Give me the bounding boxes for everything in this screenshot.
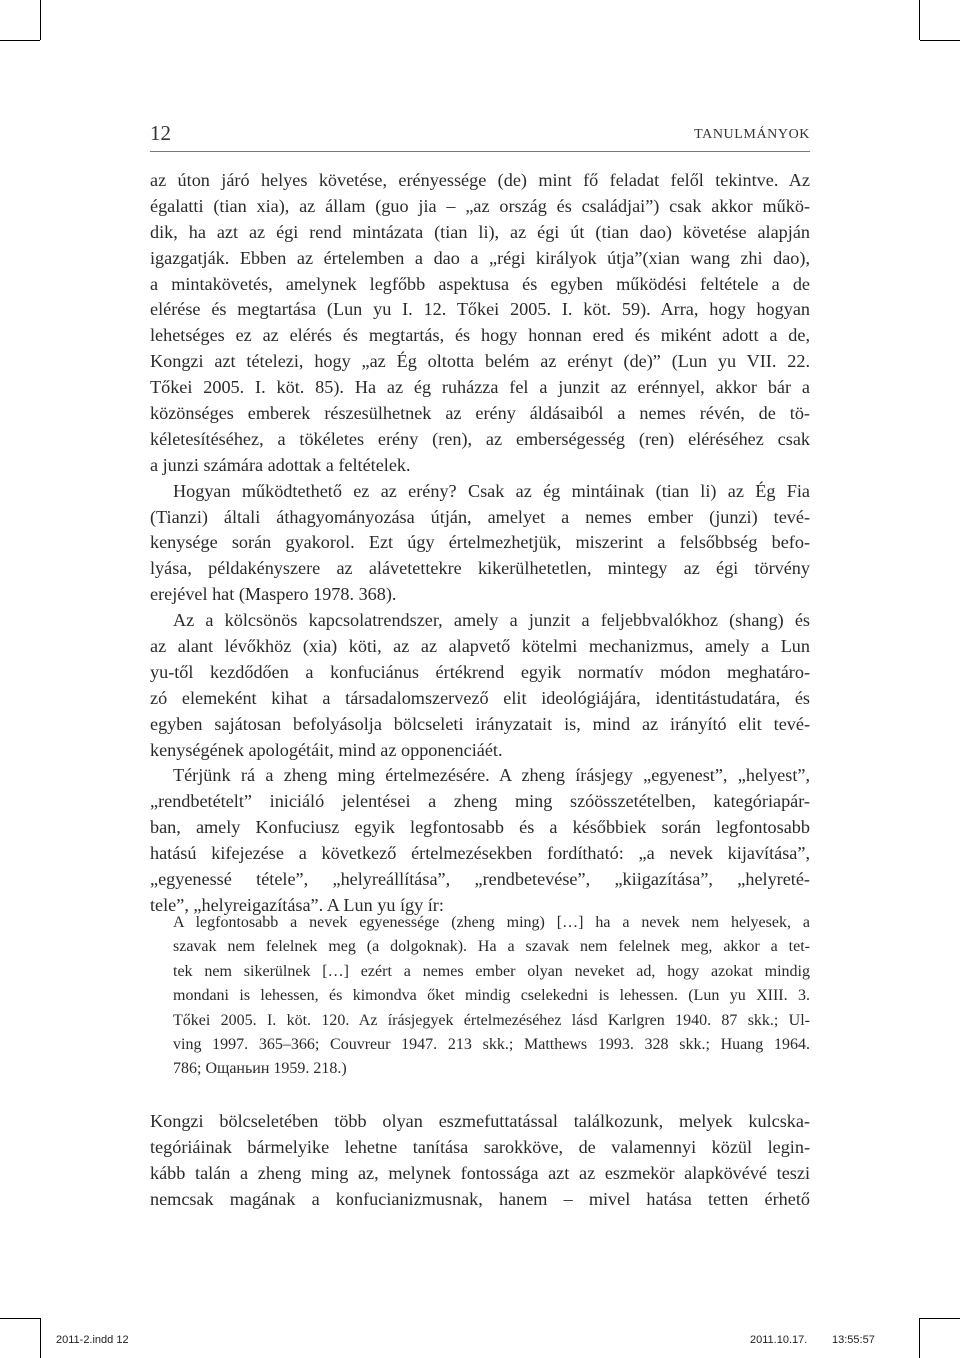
text-line: égalatti (tian xia), az állam (guo jia – „az ország és családjai”) csak akkor műkö- <box>150 195 810 216</box>
text-line: Kongzi azt tételezi, hogy „az Ég oltotta belém az erényt (de)” (Lun yu VII. 22. <box>150 351 810 372</box>
crop-mark <box>919 0 920 40</box>
text-line: kenységének apologétáit, mind az opponenciáét. <box>150 739 503 760</box>
text-line: yu-től kezdődően a konfuciánus értékrend egyik normatív módon meghatáro- <box>150 661 810 682</box>
text-line: hatású kifejezése a következő értelmezésekben fordítható: „a nevek kijavítása”, <box>150 843 810 864</box>
text-line: erejével hat (Maspero 1978. 368). <box>150 584 397 605</box>
text-line: az úton járó helyes követése, erényessége (de) mint fő feladat felől tekintve. Az <box>150 170 810 190</box>
page-number: 12 <box>150 121 171 145</box>
text-line: (Tianzi) általi áthagyományozása útján, amelyet a nemes ember (junzi) tevé- <box>150 506 810 527</box>
text-line: tegóriáinak bármelyike lehetne tanítása sarokköve, de valamennyi közül legin- <box>150 1136 810 1157</box>
text-line: igazgatják. Ebben az értelemben a dao a „régi királyok útja”(xian wang zhi dao), <box>150 247 810 268</box>
crop-mark <box>40 1318 41 1358</box>
crop-mark <box>0 1318 40 1319</box>
text-line: Térjünk rá a zheng ming értelmezésére. A zheng írásjegy „egyenest”, „helyest”, <box>173 765 810 786</box>
footer-time: 13:55:57 <box>832 1334 875 1346</box>
text-line: Hogyan működtethető ez az erény? Csak az ég mintáinak (tian li) az Ég Fia <box>173 480 810 501</box>
text-line: a mintakövetés, amelynek legfőbb aspektusa és egyben működési feltétele a de <box>150 273 810 294</box>
text-line: egyben sajátosan befolyásolja bölcseleti irányzatait is, mind az irányító elit tevé- <box>150 713 810 734</box>
text-line: „egyenessé tétele”, „helyreállítása”, „rendbetevése”, „kiigazítása”, „helyreté- <box>150 869 810 890</box>
closing-paragraph <box>150 1109 810 1213</box>
text-line: nemcsak magának a konfucianizmusnak, hanem – mivel hatása tetten érhető <box>150 1188 810 1209</box>
text-line: tek nem sikerülnek […] ezért a nemes ember olyan neveket ad, hogy azokat mindig <box>173 962 810 980</box>
text-line: lehetséges ez az elérés és megtartás, és hogy honnan ered és miként adott a de, <box>150 325 810 346</box>
footer-filename: 2011-2.indd 12 <box>56 1334 129 1346</box>
running-head: TANULMÁNYOK <box>694 127 810 142</box>
text-line: ban, amely Konfuciusz egyik legfontosabb és a későbbiek során legfontosabb <box>150 817 810 838</box>
text-line: kéletesítéséhez, a tökéletes erény (ren), az emberségesség (ren) eléréséhez csak <box>150 428 810 449</box>
header-rule <box>150 151 810 152</box>
text-line: elérése és megtartása (Lun yu I. 12. Tőkei 2005. I. köt. 59). Arra, hogy hogyan <box>150 299 810 320</box>
text-line: dik, ha azt az égi rend mintázata (tian li), az égi út (tian dao) követése alapján <box>150 221 810 242</box>
footer-date: 2011.10.17. <box>750 1334 808 1346</box>
body-text <box>150 168 810 919</box>
text-line: A legfontosabb a nevek egyenessége (zheng ming) […] ha a nevek nem helyesek, a <box>173 914 810 931</box>
text-line: tele”, „helyreigazítása”. A Lun yu így ír: <box>150 894 444 915</box>
text-line: mondani is lehessen, és kimondva őket mindig cselekedni is lehessen. (Lun yu XIII. 3. <box>173 987 810 1005</box>
text-line: 786; Ощаньин 1959. 218.) <box>173 1060 347 1078</box>
text-line: ving 1997. 365–366; Couvreur 1947. 213 skk.; Matthews 1993. 328 skk.; Huang 1964. <box>173 1035 810 1053</box>
text-line: Az a kölcsönös kapcsolatrendszer, amely a junzit a feljebbvalókhoz (shang) és <box>173 610 810 631</box>
text-line: Tőkei 2005. I. köt. 120. Az írásjegyek értelmezéséhez lásd Karlgren 1940. 87 skk.; Ul- <box>173 1011 810 1029</box>
text-line: közönséges emberek részesülhetnek az erény áldásaiból a nemes révén, de tö- <box>150 403 810 424</box>
crop-mark <box>920 40 960 41</box>
text-line: szavak nem felelnek meg (a dolgoknak). Ha a szavak nem felelnek meg, akkor a tet- <box>173 938 810 956</box>
text-line: Kongzi bölcseletében több olyan eszmefuttatással találkozunk, melyek kulcska- <box>150 1111 810 1131</box>
crop-mark <box>0 40 40 41</box>
text-line: lyása, példakényszere az alávetettekre kikerülhetetlen, mintegy az égi törvény <box>150 558 810 579</box>
text-line: a junzi számára adottak a feltételek. <box>150 454 411 475</box>
text-line: zó elemeként kihat a társadalomszervező elit ideológiájára, identitástudatára, és <box>150 687 810 708</box>
text-line: kenysége során gyakorol. Ezt úgy értelmezhetjük, miszerint a felsőbbség befo- <box>150 532 810 553</box>
block-quote <box>173 911 810 1082</box>
text-line: az alant lévőkhöz (xia) köti, az az alapvető kötelmi mechanizmus, amely a Lun <box>150 636 810 657</box>
text-line: Tőkei 2005. I. köt. 85). Ha az ég ruházza fel a junzit az erénnyel, akkor bár a <box>150 377 810 398</box>
crop-mark <box>40 0 41 40</box>
crop-mark <box>919 1318 920 1358</box>
text-line: kább talán a zheng ming az, melynek fontossága azt az eszmekör alapkövévé teszi <box>150 1162 810 1183</box>
text-line: „rendbetételt” iniciáló jelentései a zheng ming szóösszetételben, kategóriapár- <box>150 791 810 812</box>
crop-mark <box>920 1318 960 1319</box>
